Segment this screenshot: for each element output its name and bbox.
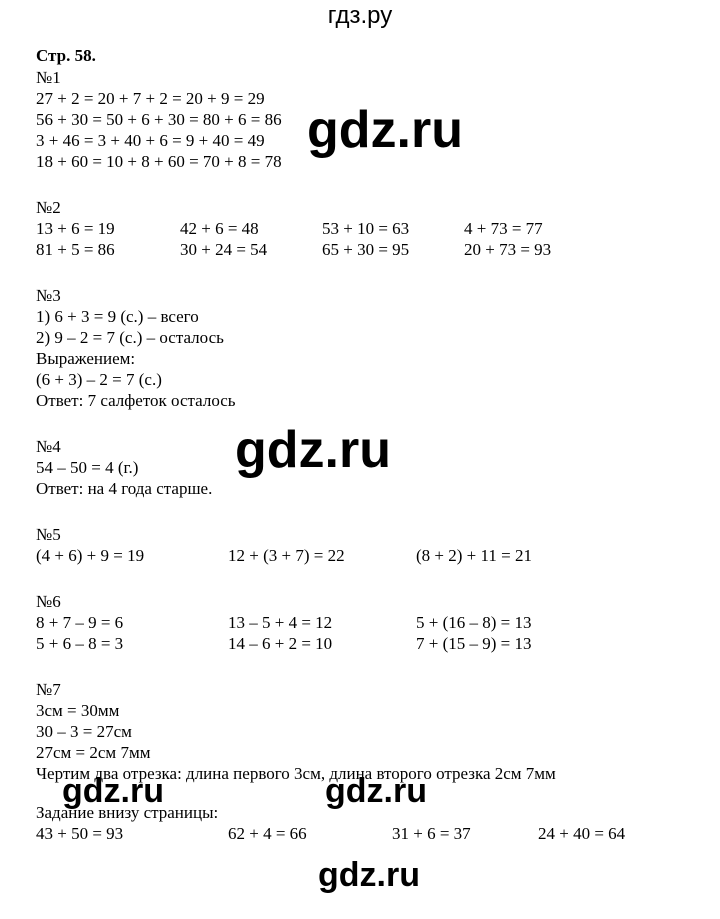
task-3-answer: Ответ: 7 салфеток осталось <box>36 391 236 410</box>
task-1-line: 3 + 46 = 3 + 40 + 6 = 9 + 40 = 49 <box>36 131 265 150</box>
task-5-cell: (8 + 2) + 11 = 21 <box>416 546 532 565</box>
watermark: gdz.ru <box>235 421 391 479</box>
task-2-cell: 81 + 5 = 86 <box>36 240 115 259</box>
task-3-line: 2) 9 – 2 = 7 (с.) – осталось <box>36 328 224 347</box>
task-6-cell: 13 – 5 + 4 = 12 <box>228 613 333 632</box>
task-7-line: 27см = 2см 7мм <box>36 743 151 762</box>
task-6-cell: 5 + (16 – 8) = 13 <box>416 613 532 632</box>
task-1-label: №1 <box>36 68 61 87</box>
task-2-cell: 4 + 73 = 77 <box>464 219 543 238</box>
site-header: гдз.ру <box>327 2 393 29</box>
task-6-label: №6 <box>36 592 61 611</box>
task-4-line: 54 – 50 = 4 (г.) <box>36 458 139 477</box>
task-3-line: (6 + 3) – 2 = 7 (с.) <box>36 370 162 389</box>
bottom-task-label: Задание внизу страницы: <box>36 803 219 822</box>
task-3-line: 1) 6 + 3 = 9 (с.) – всего <box>36 307 199 326</box>
task-6-cell: 14 – 6 + 2 = 10 <box>228 634 333 653</box>
task-5-cell: 12 + (3 + 7) = 22 <box>228 546 345 565</box>
task-1-line: 56 + 30 = 50 + 6 + 30 = 80 + 6 = 86 <box>36 110 282 129</box>
task-2-cell: 65 + 30 = 95 <box>322 240 410 259</box>
task-5-cell: (4 + 6) + 9 = 19 <box>36 546 145 565</box>
task-2-cell: 53 + 10 = 63 <box>322 219 410 238</box>
task-1-line: 27 + 2 = 20 + 7 + 2 = 20 + 9 = 29 <box>36 89 265 108</box>
task-4-label: №4 <box>36 437 61 456</box>
task-1-line: 18 + 60 = 10 + 8 + 60 = 70 + 8 = 78 <box>36 152 282 171</box>
bottom-task-cell: 43 + 50 = 93 <box>36 824 124 843</box>
bottom-task-cell: 62 + 4 = 66 <box>228 824 307 843</box>
task-2-cell: 13 + 6 = 19 <box>36 219 115 238</box>
task-7-line: 3см = 30мм <box>36 701 120 720</box>
task-2-cell: 20 + 73 = 93 <box>464 240 552 259</box>
task-2-cell: 42 + 6 = 48 <box>180 219 259 238</box>
task-7-line: Чертим два отрезка: длина первого 3см, длина второго отрезка 2см 7мм <box>36 764 556 783</box>
watermark: gdz.ru <box>307 101 463 159</box>
task-6-cell: 5 + 6 – 8 = 3 <box>36 634 124 653</box>
task-7-line: 30 – 3 = 27см <box>36 722 132 741</box>
task-2-label: №2 <box>36 198 61 217</box>
bottom-task-cell: 24 + 40 = 64 <box>538 824 626 843</box>
task-3-label: №3 <box>36 286 61 305</box>
task-7-label: №7 <box>36 680 61 699</box>
page-title: Стр. 58. <box>36 46 96 65</box>
bottom-task-cell: 31 + 6 = 37 <box>392 824 471 843</box>
watermark: gdz.ru <box>62 772 164 810</box>
task-4-answer: Ответ: на 4 года старше. <box>36 479 213 498</box>
watermark: gdz.ru <box>318 856 420 894</box>
task-5-label: №5 <box>36 525 61 544</box>
task-2-cell: 30 + 24 = 54 <box>180 240 268 259</box>
task-6-cell: 7 + (15 – 9) = 13 <box>416 634 532 653</box>
watermark: gdz.ru <box>325 772 427 810</box>
task-3-line: Выражением: <box>36 349 136 368</box>
task-6-cell: 8 + 7 – 9 = 6 <box>36 613 124 632</box>
